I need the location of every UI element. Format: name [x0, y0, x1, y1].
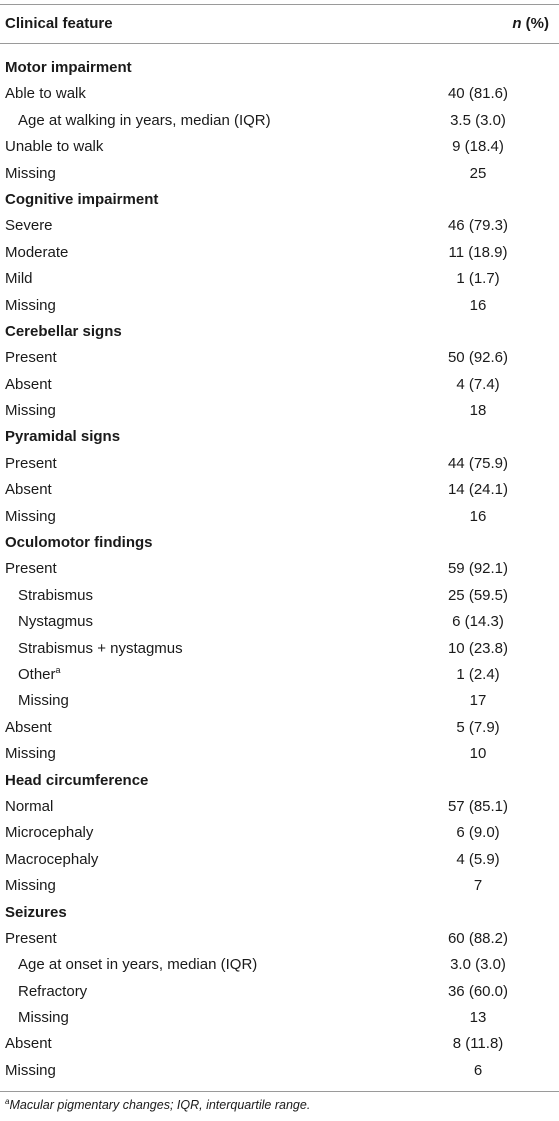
row-label-text: Nystagmus	[18, 613, 94, 631]
table-row	[0, 953, 559, 979]
table-row	[0, 478, 559, 504]
section-header-row	[0, 531, 559, 557]
row-label-text: Cerebellar signs	[5, 322, 122, 340]
table-row	[0, 980, 559, 1006]
table-row	[0, 927, 559, 953]
row-label-text: Microcephaly	[5, 824, 94, 842]
table-header-rule	[0, 43, 559, 44]
row-value: 6 (14.3)	[452, 613, 504, 631]
row-label-text: Motor impairment	[5, 59, 132, 76]
row-label	[5, 508, 56, 525]
table-row	[0, 135, 559, 161]
pct-label: (%)	[521, 15, 549, 32]
row-label	[5, 851, 98, 868]
row-label	[18, 692, 69, 709]
row-value: 10	[469, 745, 487, 763]
row-value: 14 (24.1)	[447, 481, 509, 499]
row-value: 16	[469, 296, 487, 314]
section-title	[5, 534, 153, 551]
row-label	[5, 824, 93, 841]
table-row	[0, 505, 559, 531]
row-label-text: Head circumference	[5, 771, 149, 789]
table-row	[0, 267, 559, 293]
row-label-text: Pyramidal signs	[5, 428, 121, 446]
row-label	[5, 138, 103, 155]
row-label	[5, 270, 33, 287]
section-title	[5, 191, 158, 208]
row-label-text: Age at walking in years, median (IQR)	[18, 111, 271, 129]
table-row	[0, 637, 559, 663]
row-value: 6	[473, 1061, 483, 1079]
row-label-text: Present	[5, 349, 57, 367]
footnote-ref: a	[55, 664, 61, 675]
row-label-text: Present	[5, 929, 57, 947]
row-label	[5, 349, 57, 366]
row-label-text: Present	[5, 454, 57, 472]
row-label-text: Missing	[18, 692, 69, 710]
row-label	[18, 613, 93, 630]
table-row	[0, 82, 559, 108]
table-row	[0, 821, 559, 847]
section-header-row	[0, 901, 559, 927]
table-row	[0, 874, 559, 900]
row-label-text: Absent	[5, 481, 52, 499]
row-value: 8 (11.8)	[452, 1035, 504, 1053]
section-title	[5, 428, 120, 445]
row-value: 7	[473, 877, 483, 895]
row-value: 60 (88.2)	[447, 929, 509, 947]
row-value: 10 (23.8)	[447, 639, 509, 657]
row-value: 16	[469, 507, 487, 525]
row-label	[5, 244, 68, 261]
section-header-row	[0, 188, 559, 214]
column-header-n-pct	[512, 15, 549, 32]
row-label	[5, 877, 56, 894]
table-row	[0, 610, 559, 636]
table-row	[0, 795, 559, 821]
row-label	[18, 112, 271, 129]
section-header-row	[0, 320, 559, 346]
table-bottom-rule	[0, 1091, 559, 1092]
row-value: 17	[469, 692, 487, 710]
row-label-text: Oculomotor findings	[5, 534, 153, 552]
row-label	[5, 719, 52, 736]
column-header-feature: Clinical feature	[5, 15, 113, 32]
table-row	[0, 848, 559, 874]
row-value: 25	[469, 164, 487, 182]
row-label-text: Absent	[5, 718, 52, 736]
row-label	[5, 481, 52, 498]
row-value: 18	[469, 402, 487, 420]
row-label	[5, 376, 52, 393]
section-header-row	[0, 56, 559, 82]
row-value: 25 (59.5)	[447, 586, 509, 604]
row-label-text: Unable to walk	[5, 138, 104, 156]
row-label-text: Macrocephaly	[5, 850, 99, 868]
row-value: 4 (7.4)	[456, 375, 500, 393]
row-label	[18, 666, 61, 683]
row-value: 9 (18.4)	[452, 138, 504, 156]
row-label-text: Missing	[5, 296, 56, 314]
row-label	[5, 745, 56, 762]
table-footnote	[5, 1098, 310, 1112]
row-label	[5, 402, 56, 419]
row-label-text: Strabismus	[18, 586, 94, 604]
row-value: 50 (92.6)	[447, 349, 509, 367]
section-header-row	[0, 769, 559, 795]
footnote-text: Macular pigmentary changes; IQR, interquartile range.	[9, 1098, 311, 1112]
row-label-text: Moderate	[5, 243, 69, 261]
table-row	[0, 716, 559, 742]
row-label-text: Absent	[5, 375, 52, 393]
table-row	[0, 109, 559, 135]
row-value: 5 (7.9)	[456, 718, 500, 736]
table-row	[0, 373, 559, 399]
row-value: 46 (79.3)	[447, 217, 509, 235]
row-label-text: Missing	[5, 745, 56, 763]
row-label-text: Missing	[18, 1009, 69, 1027]
row-label-text: Cognitive impairment	[5, 190, 159, 208]
row-label-text: Strabismus + nystagmus	[18, 639, 183, 657]
section-title	[5, 59, 132, 76]
row-label-text: Other	[18, 665, 56, 683]
table-row	[0, 294, 559, 320]
row-label-text: Missing	[5, 402, 56, 420]
section-title	[5, 323, 122, 340]
row-label	[5, 1062, 56, 1079]
table-row	[0, 584, 559, 610]
row-label	[18, 983, 87, 1000]
row-value: 36 (60.0)	[447, 982, 509, 1000]
row-value: 44 (75.9)	[447, 454, 509, 472]
table-row	[0, 689, 559, 715]
table-row	[0, 399, 559, 425]
row-value: 11 (18.9)	[448, 243, 508, 261]
row-label	[5, 165, 56, 182]
row-label-text: Able to walk	[5, 85, 86, 103]
row-label-text: Severe	[5, 217, 53, 235]
row-value: 4 (5.9)	[456, 850, 500, 868]
table-row	[0, 162, 559, 188]
section-title	[5, 904, 67, 921]
table-row	[0, 663, 559, 689]
row-value: 40 (81.6)	[447, 85, 509, 103]
row-label	[18, 956, 257, 973]
row-value: 3.5 (3.0)	[450, 111, 506, 129]
table-row	[0, 214, 559, 240]
table-row	[0, 1059, 559, 1085]
row-label-text: Age at onset in years, median (IQR)	[18, 956, 258, 974]
row-label	[5, 217, 53, 234]
row-label-text: Seizures	[5, 903, 67, 921]
table-row	[0, 1032, 559, 1058]
row-value: 1 (1.7)	[456, 270, 500, 288]
row-label-text: Missing	[5, 1061, 56, 1079]
n-symbol: n	[512, 15, 522, 32]
row-label-text: Refractory	[18, 982, 88, 1000]
table-body	[0, 56, 559, 1085]
section-title	[5, 772, 148, 789]
section-header-row	[0, 425, 559, 451]
table-header-row	[0, 4, 559, 43]
row-label	[5, 1035, 52, 1052]
table-row	[0, 452, 559, 478]
row-value: 13	[469, 1009, 487, 1027]
row-label	[5, 455, 57, 472]
table-row	[0, 241, 559, 267]
row-label	[5, 798, 53, 815]
row-value: 1 (2.4)	[456, 665, 500, 683]
row-label	[5, 560, 57, 577]
row-value: 3.0 (3.0)	[450, 956, 506, 974]
row-label-text: Missing	[5, 507, 56, 525]
row-label	[5, 930, 57, 947]
row-value: 6 (9.0)	[456, 824, 500, 842]
row-value: 59 (92.1)	[447, 560, 509, 578]
row-label	[5, 297, 56, 314]
row-label-text: Normal	[5, 797, 54, 815]
table-row	[0, 346, 559, 372]
row-label-text: Absent	[5, 1035, 52, 1053]
row-label-text: Present	[5, 560, 57, 578]
row-label-text: Mild	[5, 270, 33, 288]
row-label	[18, 587, 93, 604]
row-label	[18, 640, 183, 657]
row-label	[5, 85, 86, 102]
table-row	[0, 742, 559, 768]
table-row	[0, 557, 559, 583]
row-value: 57 (85.1)	[447, 797, 509, 815]
row-label	[18, 1009, 69, 1026]
table-row	[0, 1006, 559, 1032]
row-label-text: Missing	[5, 877, 56, 895]
row-label-text: Missing	[5, 164, 56, 182]
footnote-marker: a	[5, 1096, 10, 1106]
